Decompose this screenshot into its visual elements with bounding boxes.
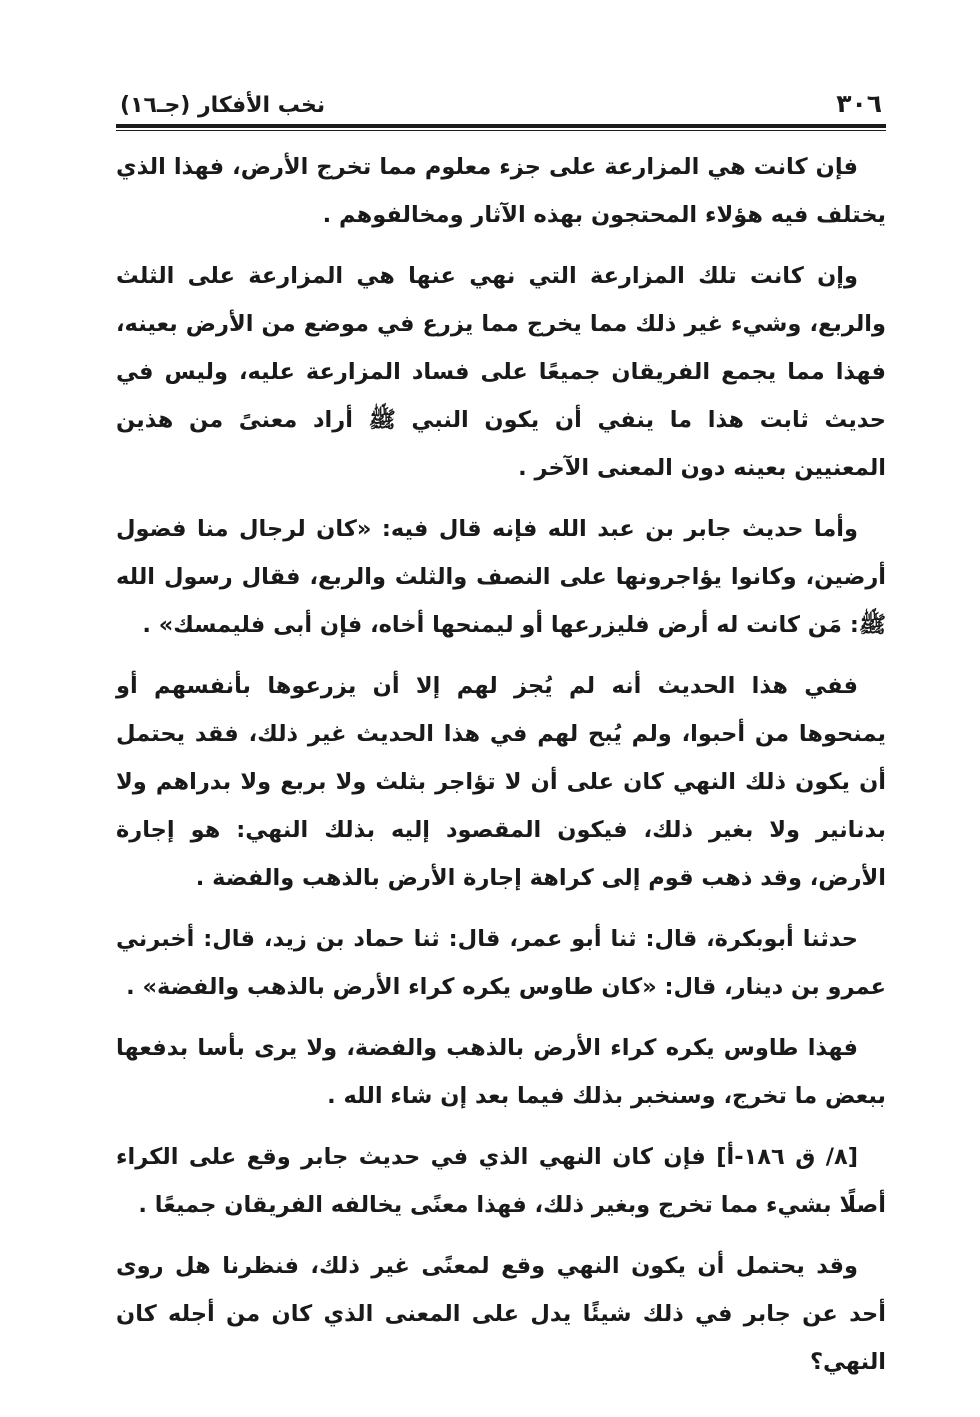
header-rule-thin: [116, 130, 886, 131]
header-rule-thick: [116, 124, 886, 128]
paragraph: ففي هذا الحديث أنه لم يُجز لهم إلا أن يزرعوها بأنفسهم أو يمنحوها من أحبوا، ولم يُبح لهم في هذا الحديث غير ذلك، فقد يحتمل أن يكون ذلك النهي كان على أن لا تؤاجر بثلث ولا بربع ولا بدراهم ولا بدنانير ولا بغير ذلك، فيكون المقصود إليه بذلك النهي: هو إجارة الأرض، وقد ذهب قوم إلى كراهة إجارة الأرض بالذهب والفضة .: [116, 673, 886, 891]
paragraph: حدثنا أبوبكرة، قال: ثنا أبو عمر، قال: ثنا حماد بن زيد، قال: أخبرني عمرو بن دينار، قال: «كان طاوس يكره كراء الأرض بالذهب والفضة» .: [116, 926, 886, 1000]
paragraph: وإن كانت تلك المزارعة التي نهي عنها هي المزارعة على الثلث والربع، وشيء غير ذلك مما يخرج مما يزرع في موضع من الأرض بعينه، فهذا مما يجمع الفريقان جميعًا على فساد المزارعة عليه، وليس في حديث ثابت هذا ما ينفي أن يكون النبي ﷺ أراد معنىً من هذين المعنيين بعينه دون المعنى الآخر .: [116, 263, 886, 481]
paragraph: وقد يحتمل أن يكون النهي وقع لمعنًى غير ذلك، فنظرنا هل روى أحد عن جابر في ذلك شيئًا يدل على المعنى الذي كان من أجله كان النهي؟: [116, 1253, 886, 1375]
book-page: [116, 78, 886, 1399]
running-title: نخب الأفكار (جـ١٦): [120, 93, 326, 118]
paragraph: فهذا طاوس يكره كراء الأرض بالذهب والفضة، ولا يرى بأسا بدفعها ببعض ما تخرج، وسنخبر بذلك فيما بعد إن شاء الله .: [116, 1035, 886, 1109]
page-number: ٣٠٦: [836, 89, 882, 118]
paragraph: فإن كانت هي المزارعة على جزء معلوم مما تخرج الأرض، فهذا الذي يختلف فيه هؤلاء المحتجون بهذه الآثار ومخالفوهم .: [116, 154, 886, 228]
body-text: [116, 143, 886, 1386]
paragraph: وأما حديث جابر بن عبد الله فإنه قال فيه: «كان لرجال منا فضول أرضين، وكانوا يؤاجرونها على النصف والثلث والربع، فقال رسول الله ﷺ: مَن كانت له أرض فليزرعها أو ليمنحها أخاه، فإن أبى فليمسك» .: [116, 516, 886, 638]
page-header: [116, 78, 886, 118]
paragraph: [٨/ ق ١٨٦-أ] فإن كان النهي الذي في حديث جابر وقع على الكراء أصلًا بشيء مما تخرج وبغير ذلك، فهذا معنًى يخالفه الفريقان جميعًا .: [116, 1144, 886, 1218]
